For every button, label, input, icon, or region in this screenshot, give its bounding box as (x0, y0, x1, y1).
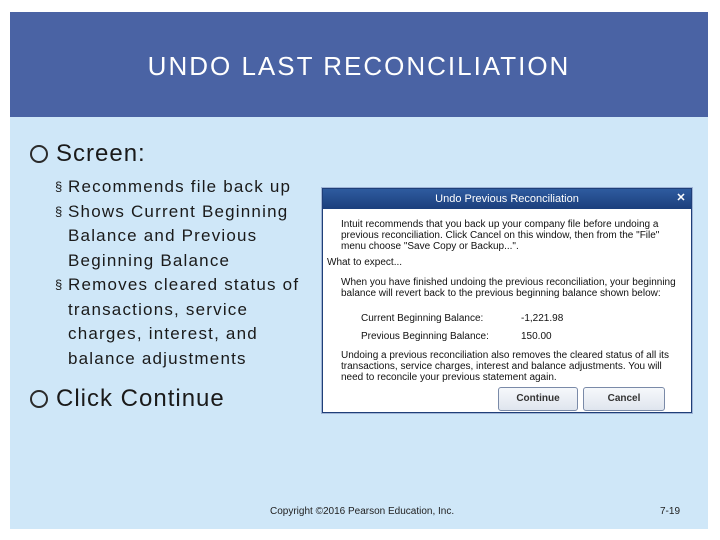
sub-bullet-text: Removes cleared status of transactions, service charges, interest, and balance adjustments (68, 275, 300, 368)
current-balance-value: -1,221.98 (521, 313, 564, 324)
dialog-undo-text: Undoing a previous reconciliation also removes the cleared status of all its transactions, service charges, interest and balance adjustments. You will need to reconcile your previous statement again. (341, 350, 669, 383)
circle-bullet-icon (30, 145, 48, 163)
sub-bullet-item (55, 200, 320, 274)
bullet-screen-label: Screen: (56, 140, 146, 167)
current-balance-label: Current Beginning Balance: (361, 313, 484, 324)
sub-bullet-text: Recommends file back up (68, 177, 292, 196)
sub-bullet-item (55, 273, 320, 371)
sub-bullet-item (55, 175, 320, 200)
current-beginning-balance-row (361, 313, 661, 324)
what-to-expect-heading: What to expect... (327, 257, 403, 268)
continue-button[interactable]: Continue (498, 387, 578, 411)
slide-title: UNDO LAST RECONCILIATION (147, 51, 571, 81)
bullet-screen (30, 140, 146, 168)
dialog-expect-text: When you have finished undoing the previous reconciliation, your beginning balance will revert back to the previous beginning balance shown below: (341, 277, 676, 299)
previous-beginning-balance-row (361, 331, 661, 342)
undo-reconciliation-dialog (322, 188, 692, 413)
close-icon[interactable]: ✕ (676, 192, 686, 204)
previous-balance-value: 150.00 (521, 331, 552, 342)
cancel-button[interactable]: Cancel (583, 387, 665, 411)
dialog-title: Undo Previous Reconciliation (435, 193, 579, 205)
slide-header (10, 12, 708, 117)
dialog-intro-text: Intuit recommends that you back up your company file before undoing a previous reconciliation. Click Cancel on this window, then from the "File" menu choose "Save Copy or Backup...". (341, 219, 660, 252)
footer-page-number: 7-19 (660, 506, 681, 517)
sub-bullet-text: Shows Current Beginning Balance and Previous Beginning Balance (68, 201, 289, 270)
bullet-click-continue-label: Click Continue (56, 385, 225, 412)
circle-bullet-icon (30, 390, 48, 408)
dialog-body (323, 209, 691, 412)
sub-bullet-list (55, 175, 320, 371)
bullet-click-continue (30, 385, 225, 413)
footer-copyright: Copyright ©2016 Pearson Education, Inc. (270, 506, 455, 517)
dialog-title-bar (323, 189, 691, 209)
previous-balance-label: Previous Beginning Balance: (361, 331, 489, 342)
